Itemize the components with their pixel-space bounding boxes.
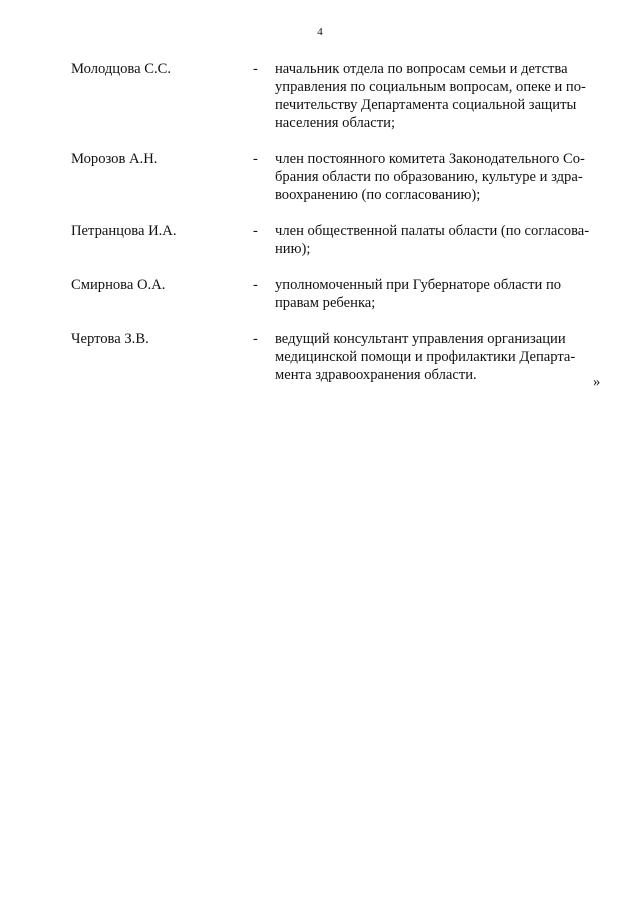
member-position bbox=[275, 222, 605, 258]
member-dash: - bbox=[253, 61, 258, 77]
member-position bbox=[275, 276, 605, 312]
member-dash: - bbox=[253, 223, 258, 239]
position-line: член общественной палаты области (по согласова- bbox=[275, 223, 590, 239]
position-line: населения области; bbox=[275, 115, 395, 131]
position-line: нию); bbox=[275, 241, 311, 257]
position-line: член постоянного комитета Законодательного Со- bbox=[275, 151, 585, 167]
page-number: 4 bbox=[317, 26, 323, 38]
member-entry bbox=[71, 60, 601, 132]
closing-quote-mark: » bbox=[593, 374, 601, 390]
position-line: мента здравоохранения области. bbox=[275, 367, 477, 383]
position-line: печительству Департамента социальной защиты bbox=[275, 97, 577, 113]
member-entry bbox=[71, 150, 601, 204]
member-position bbox=[275, 150, 605, 204]
member-name: Чертова З.В. bbox=[71, 331, 149, 347]
member-list bbox=[71, 60, 601, 384]
position-line: брания области по образованию, культуре и здра- bbox=[275, 169, 583, 185]
member-name: Смирнова О.А. bbox=[71, 277, 166, 293]
member-entry bbox=[71, 330, 601, 384]
position-line: уполномоченный при Губернаторе области по bbox=[275, 277, 562, 293]
member-entry bbox=[71, 276, 601, 312]
member-dash: - bbox=[253, 331, 258, 347]
member-dash: - bbox=[253, 277, 258, 293]
position-line: воохранению (по согласованию); bbox=[275, 187, 481, 203]
position-line: начальник отдела по вопросам семьи и детства bbox=[275, 61, 568, 77]
position-line: медицинской помощи и профилактики Департа- bbox=[275, 349, 576, 365]
member-dash: - bbox=[253, 151, 258, 167]
member-position bbox=[275, 60, 605, 132]
member-name: Петранцова И.А. bbox=[71, 223, 177, 239]
member-entry bbox=[71, 222, 601, 258]
member-name: Молодцова С.С. bbox=[71, 61, 171, 77]
position-line: управления по социальным вопросам, опеке и по- bbox=[275, 79, 586, 95]
position-line: ведущий консультант управления организации bbox=[275, 331, 566, 347]
member-name: Морозов А.Н. bbox=[71, 151, 158, 167]
member-position bbox=[275, 330, 605, 384]
position-line: правам ребенка; bbox=[275, 295, 376, 311]
